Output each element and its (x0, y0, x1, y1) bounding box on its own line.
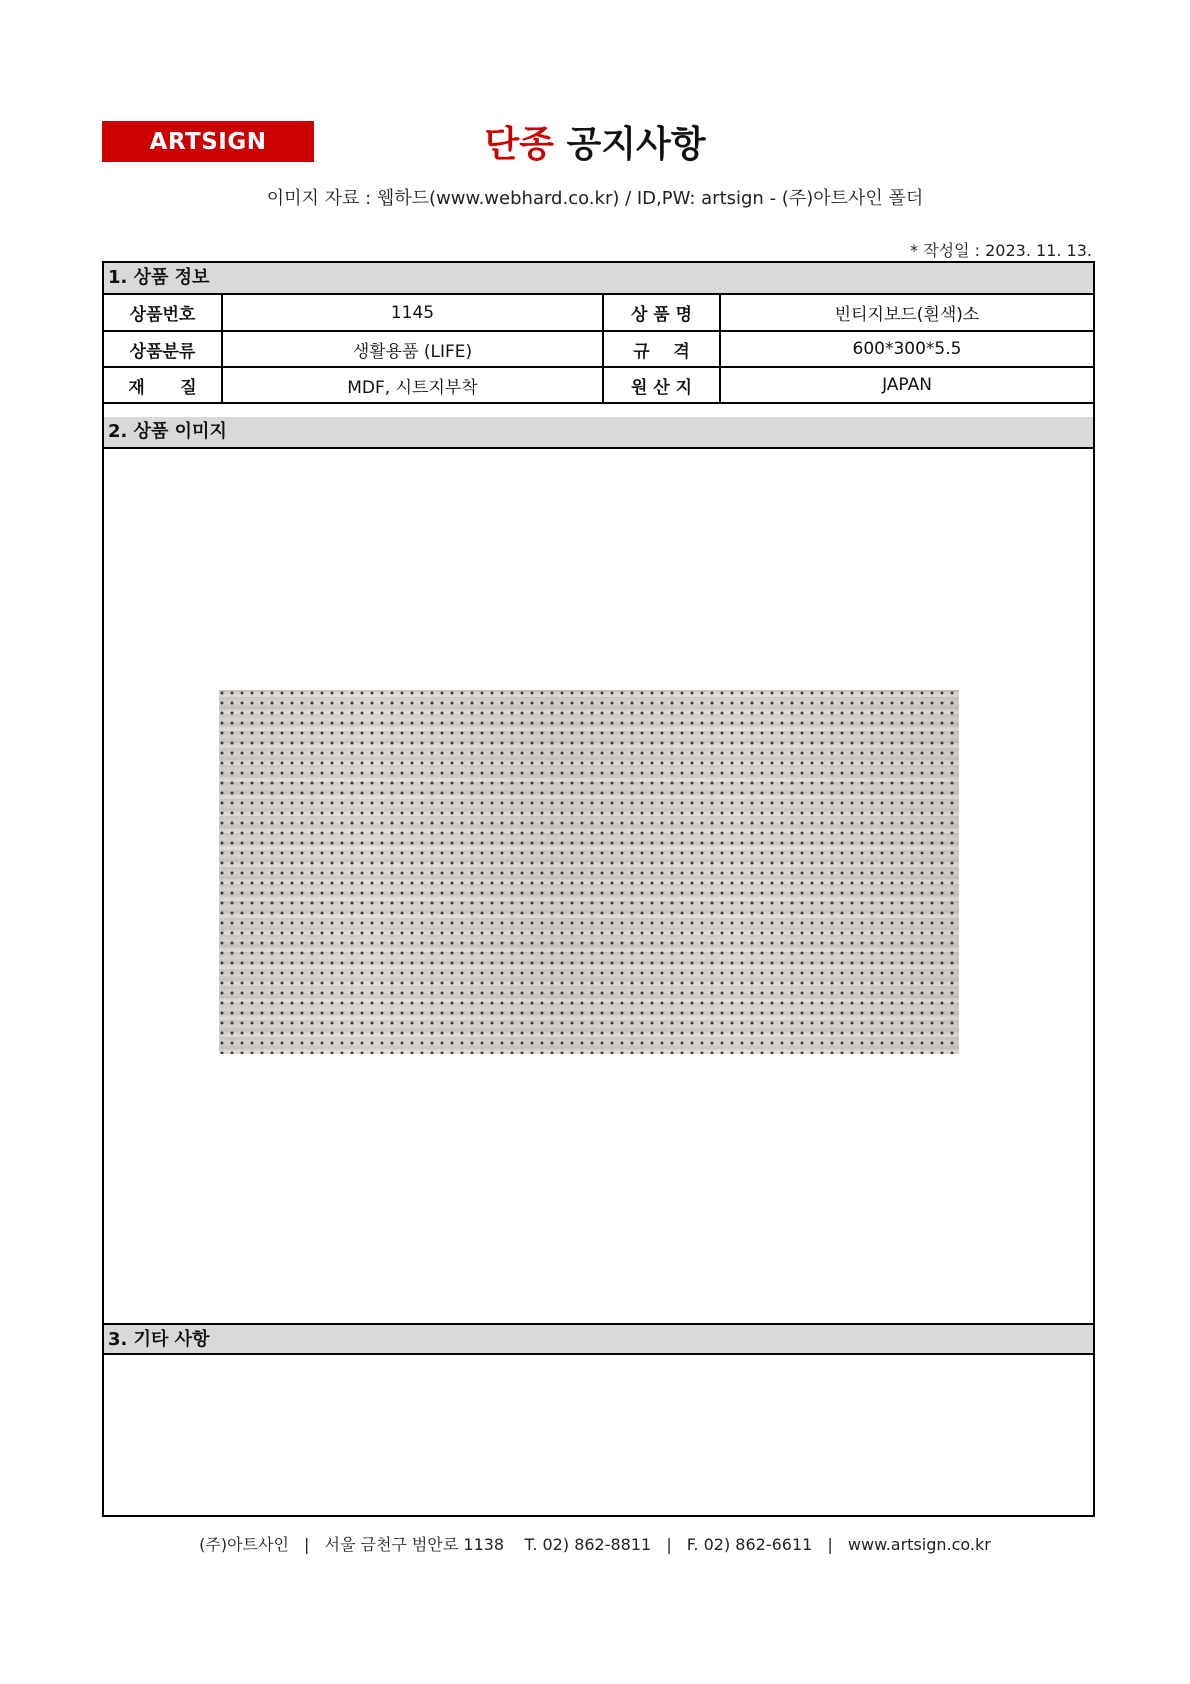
footer-address: 서울 금천구 범안로 1138 (324, 1535, 505, 1554)
section-product-image-header: 2. 상품 이미지 (104, 417, 1093, 449)
value-product-number: 1145 (222, 295, 603, 331)
footer-tel: T. 02) 862-8811 (524, 1535, 652, 1554)
value-product-name: 빈티지보드(흰색)소 (720, 295, 1093, 331)
notice-form (102, 261, 1095, 1517)
label-specification: 규 격 (603, 331, 720, 367)
footer-company: (주)아트사인 (199, 1535, 289, 1554)
table-row (104, 367, 1093, 403)
etc-content-area (104, 1355, 1093, 1515)
label-product-category: 상품분류 (104, 331, 222, 367)
section-product-info-header: 1. 상품 정보 (104, 263, 1093, 295)
footer-fax: F. 02) 862-6611 (686, 1535, 813, 1554)
footer-separator: | (304, 1535, 310, 1554)
footer (0, 1532, 1190, 1555)
label-product-number: 상품번호 (104, 295, 222, 331)
label-material: 재 질 (104, 367, 222, 403)
footer-website-link[interactable]: www.artsign.co.kr (847, 1535, 991, 1554)
footer-separator: | (827, 1535, 833, 1554)
product-image-area (104, 449, 1093, 1323)
artsign-logo: ARTSIGN (102, 121, 314, 162)
label-product-name: 상 품 명 (603, 295, 720, 331)
title-discontinued: 단종 (484, 124, 554, 165)
value-specification: 600*300*5.5 (720, 331, 1093, 367)
table-row (104, 295, 1093, 331)
footer-separator: | (666, 1535, 672, 1554)
image-source-note: 이미지 자료 : 웹하드(www.webhard.co.kr) / ID,PW: artsign - (주)아트사인 폴더 (266, 188, 924, 209)
value-material: MDF, 시트지부착 (222, 367, 603, 403)
product-info-table (104, 295, 1093, 404)
table-row (104, 331, 1093, 367)
value-product-category: 생활용품 (LIFE) (222, 331, 603, 367)
page-title (400, 116, 790, 167)
pegboard-product-image (219, 690, 959, 1054)
section-etc-header: 3. 기타 사항 (104, 1323, 1093, 1355)
label-origin: 원 산 지 (603, 367, 720, 403)
written-date: * 작성일 : 2023. 11. 13. (910, 241, 1092, 260)
value-origin: JAPAN (720, 367, 1093, 403)
title-notice: 공지사항 (566, 124, 706, 165)
